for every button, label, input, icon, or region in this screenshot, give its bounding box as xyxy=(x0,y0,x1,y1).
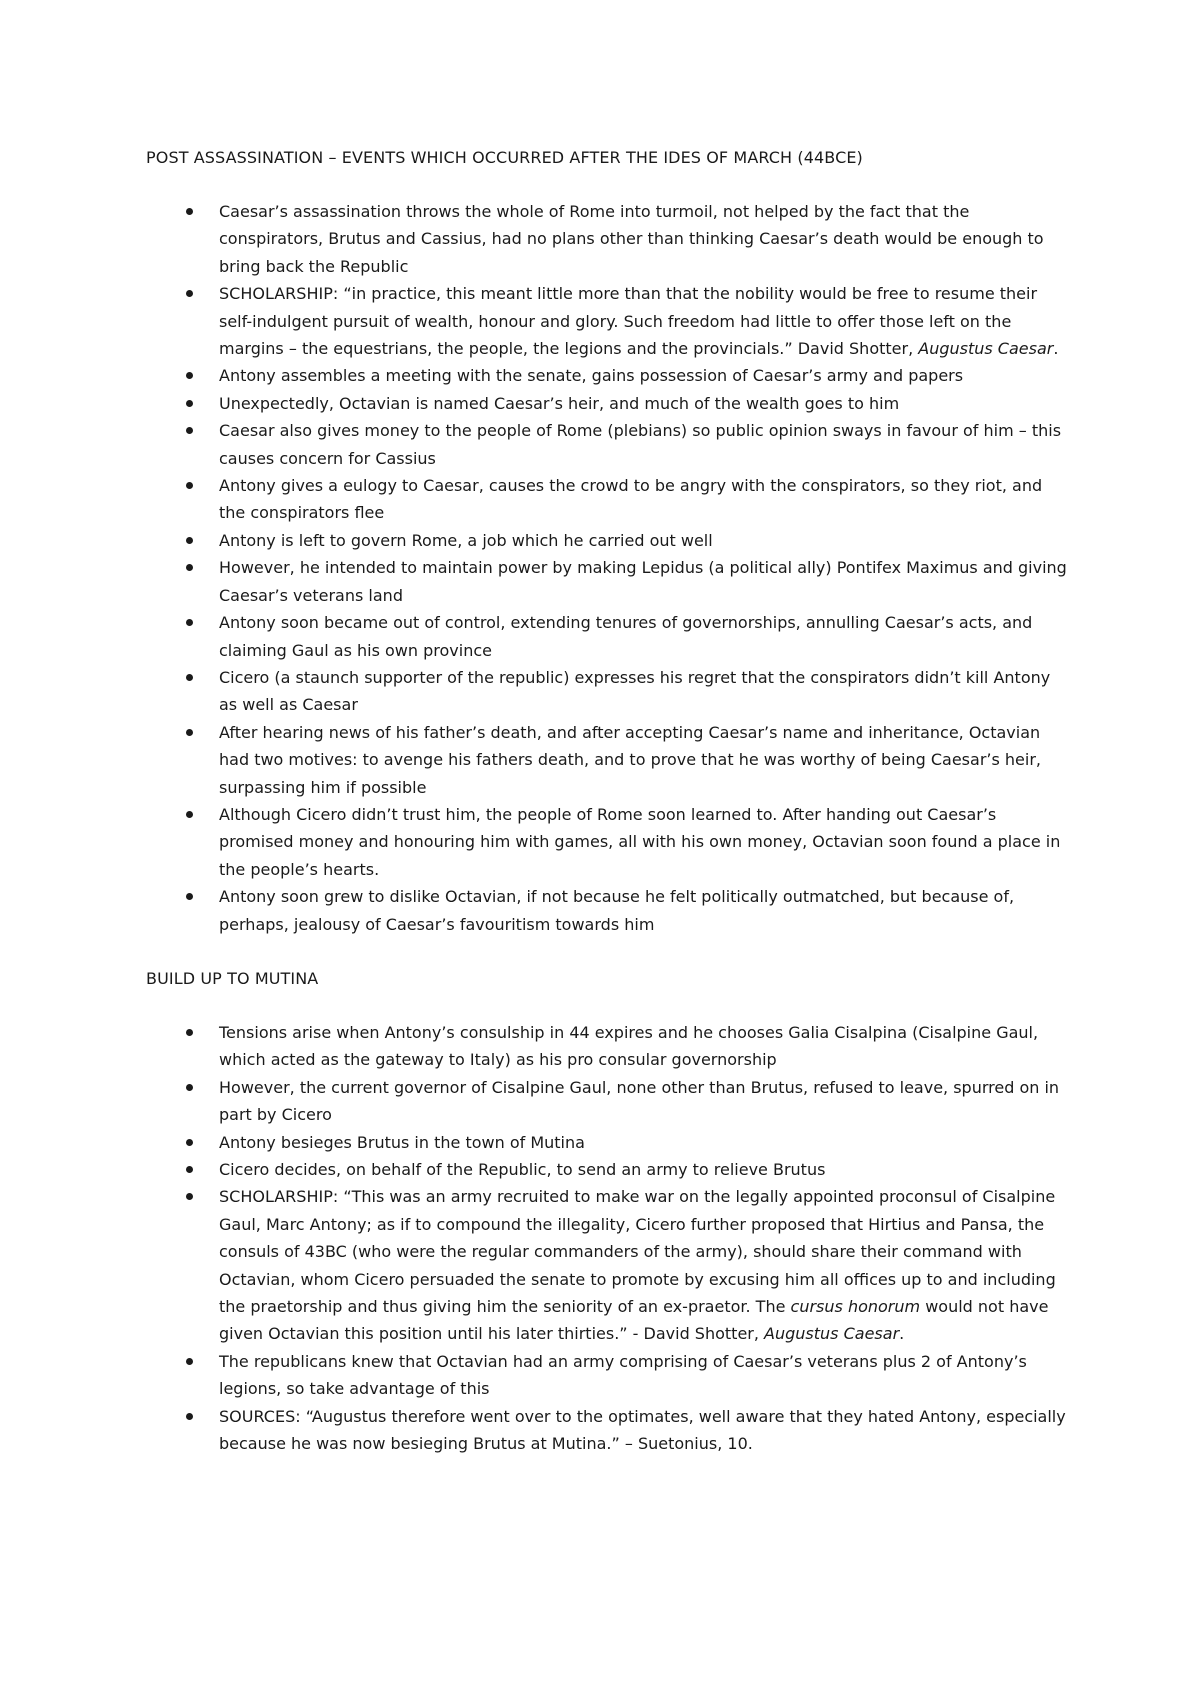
list-item: Although Cicero didn’t trust him, the people of Rome soon learned to. After handing out Caesar’s promised money and honouring him with games, all with his own money, Octavian soon found a place in the people’s hearts. xyxy=(146,801,1069,883)
list-item: Antony gives a eulogy to Caesar, causes the crowd to be angry with the conspirators, so they riot, and the conspirators flee xyxy=(146,472,1069,527)
list-item-scholarship: SCHOLARSHIP: “This was an army recruited to make war on the legally appointed proconsul of Cisalpine Gaul, Marc Antony; as if to compound the illegality, Cicero further proposed that Hirtius and Pansa, the consuls of 43BC (who were the regular commanders of the army), should share their command with Octavian, whom Cicero persuaded the senate to promote by excusing him all offices up to and including the praetorship and thus giving him the seniority of an ex-praetor. The cursus honorum would not have given Octavian this position until his later thirties.” - David Shotter, Augustus Caesar. xyxy=(146,1183,1069,1347)
list-item: Antony besieges Brutus in the town of Mutina xyxy=(146,1129,1069,1156)
list-item: Unexpectedly, Octavian is named Caesar’s heir, and much of the wealth goes to him xyxy=(146,390,1069,417)
bullet-list-post-assassination xyxy=(146,198,1080,938)
bullet-icon xyxy=(186,1193,193,1200)
bullet-icon xyxy=(186,482,193,489)
bullet-icon xyxy=(186,208,193,215)
list-item: Antony soon became out of control, extending tenures of governorships, annulling Caesar’s acts, and claiming Gaul as his own province xyxy=(146,609,1069,664)
bullet-icon xyxy=(186,400,193,407)
section-heading-post-assassination: POST ASSASSINATION – EVENTS WHICH OCCURRED AFTER THE IDES OF MARCH (44BCE) xyxy=(146,148,863,167)
list-item: After hearing news of his father’s death, and after accepting Caesar’s name and inheritance, Octavian had two motives: to avenge his fathers death, and to prove that he was worthy of being Caesar’s heir, surpassing him if possible xyxy=(146,719,1069,801)
italic-term: cursus honorum xyxy=(790,1297,921,1317)
list-item: However, he intended to maintain power by making Lepidus (a political ally) Pontifex Maximus and giving Caesar’s veterans land xyxy=(146,554,1069,609)
list-item: SOURCES: “Augustus therefore went over to the optimates, well aware that they hated Antony, especially because he was now besieging Brutus at Mutina.” – Suetonius, 10. xyxy=(146,1403,1069,1458)
list-item: Antony assembles a meeting with the senate, gains possession of Caesar’s army and papers xyxy=(146,362,1069,389)
list-item: Caesar also gives money to the people of Rome (plebians) so public opinion sways in favour of him – this causes concern for Cassius xyxy=(146,417,1069,472)
list-item: Caesar’s assassination throws the whole of Rome into turmoil, not helped by the fact that the conspirators, Brutus and Cassius, had no plans other than thinking Caesar’s death would be enough to bring back the Republic xyxy=(146,198,1069,280)
list-item: Antony is left to govern Rome, a job which he carried out well xyxy=(146,527,1069,554)
source-title: Augustus Caesar xyxy=(764,1324,900,1344)
bullet-icon xyxy=(186,372,193,379)
bullet-icon xyxy=(186,811,193,818)
bullet-icon xyxy=(186,674,193,681)
list-item: The republicans knew that Octavian had an army comprising of Caesar’s veterans plus 2 of Antony’s legions, so take advantage of this xyxy=(146,1348,1069,1403)
list-item: Cicero (a staunch supporter of the republic) expresses his regret that the conspirators didn’t kill Antony as well as Caesar xyxy=(146,664,1069,719)
bullet-icon xyxy=(186,1413,193,1420)
list-item: Tensions arise when Antony’s consulship in 44 expires and he chooses Galia Cisalpina (Cisalpine Gaul, which acted as the gateway to Italy) as his pro consular governorship xyxy=(146,1019,1069,1074)
bullet-icon xyxy=(186,729,193,736)
list-item-scholarship: SCHOLARSHIP: “in practice, this meant little more than that the nobility would be free to resume their self-indulgent pursuit of wealth, honour and glory. Such freedom had little to offer those left on the margins – the equestrians, the people, the legions and the provincials.” David Shotter, Augustus Caesar. xyxy=(146,280,1069,362)
bullet-icon xyxy=(186,1358,193,1365)
bullet-icon xyxy=(186,1166,193,1173)
bullet-icon xyxy=(186,1139,193,1146)
list-item: Antony soon grew to dislike Octavian, if not because he felt politically outmatched, but because of, perhaps, jealousy of Caesar’s favouritism towards him xyxy=(146,883,1069,938)
list-item: Cicero decides, on behalf of the Republic, to send an army to relieve Brutus xyxy=(146,1156,1069,1183)
bullet-icon xyxy=(186,564,193,571)
bullet-icon xyxy=(186,619,193,626)
section-heading-build-up-to-mutina: BUILD UP TO MUTINA xyxy=(146,968,319,988)
bullet-icon xyxy=(186,290,193,297)
bullet-icon xyxy=(186,1029,193,1036)
source-title: Augustus Caesar xyxy=(918,339,1054,359)
bullet-icon xyxy=(186,427,193,434)
bullet-icon xyxy=(186,537,193,544)
bullet-list-build-up-to-mutina xyxy=(146,1019,1080,1458)
list-item: However, the current governor of Cisalpine Gaul, none other than Brutus, refused to leave, spurred on in part by Cicero xyxy=(146,1074,1069,1129)
bullet-icon xyxy=(186,1084,193,1091)
bullet-icon xyxy=(186,893,193,900)
